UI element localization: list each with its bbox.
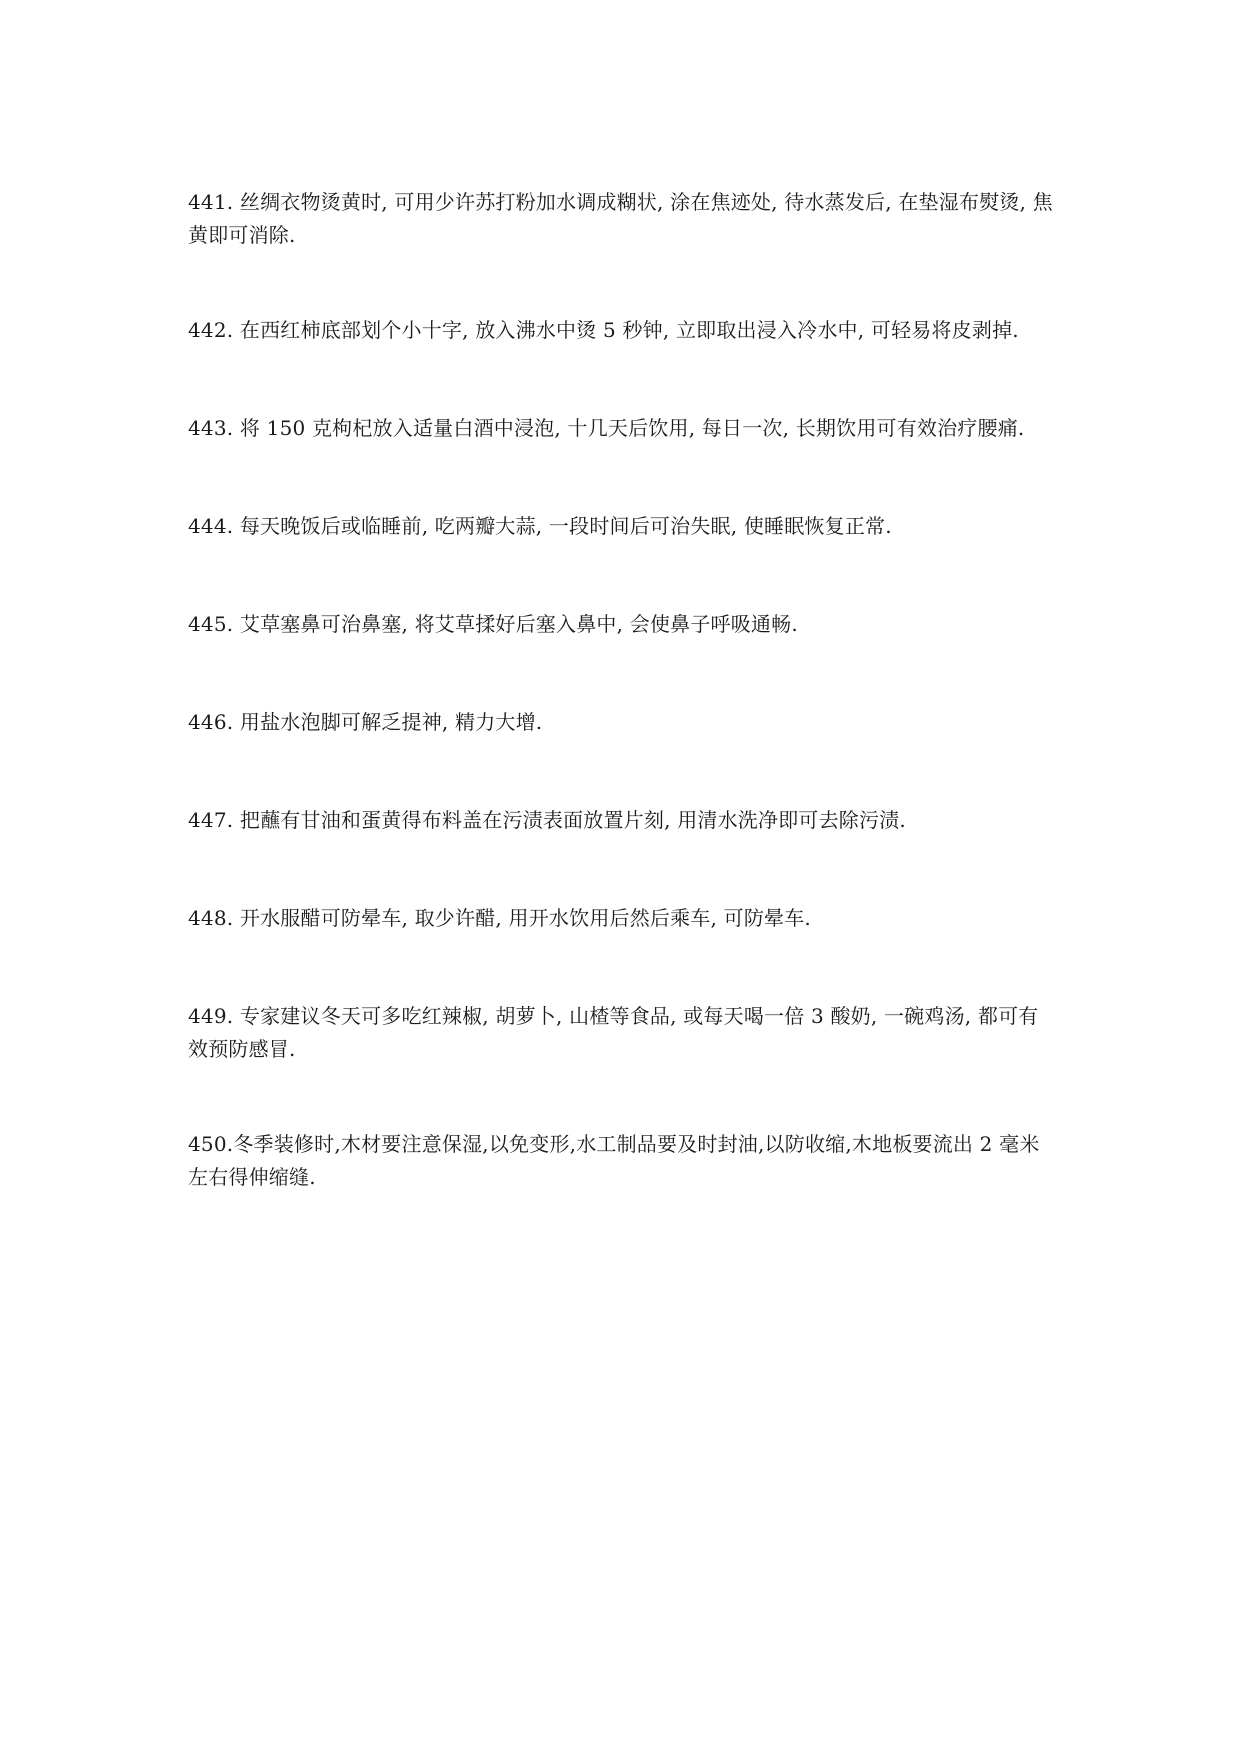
tip-441: 441. 丝绸衣物烫黄时, 可用少许苏打粉加水调成糊状, 涂在焦迹处, 待水蒸发后, 在垫湿布熨烫, 焦黄即可消除. [188, 190, 1053, 247]
tip-447: 447. 把蘸有甘油和蛋黄得布料盖在污渍表面放置片刻, 用清水洗净即可去除污渍. [188, 808, 906, 832]
tip-442: 442. 在西红柿底部划个小十字, 放入沸水中烫 5 秒钟, 立即取出浸入冷水中, 可轻易将皮剥掉. [188, 318, 1019, 342]
tip-450: 450.冬季装修时,木材要注意保湿,以免变形,水工制品要及时封油,以防收缩,木地板要流出 2 毫米左右得伸缩缝. [188, 1132, 1040, 1189]
tip-448: 448. 开水服醋可防晕车, 取少许醋, 用开水饮用后然后乘车, 可防晕车. [188, 906, 811, 930]
tip-445: 445. 艾草塞鼻可治鼻塞, 将艾草揉好后塞入鼻中, 会使鼻子呼吸通畅. [188, 612, 798, 636]
tip-443: 443. 将 150 克枸杞放入适量白酒中浸泡, 十几天后饮用, 每日一次, 长期饮用可有效治疗腰痛. [188, 416, 1025, 440]
tip-446: 446. 用盐水泡脚可解乏提神, 精力大增. [188, 710, 543, 734]
tip-449: 449. 专家建议冬天可多吃红辣椒, 胡萝卜, 山楂等食品, 或每天喝一倍 3 酸奶, 一碗鸡汤, 都可有效预防感冒. [188, 1004, 1039, 1061]
tip-444: 444. 每天晚饭后或临睡前, 吃两瓣大蒜, 一段时间后可治失眠, 使睡眠恢复正常. [188, 514, 892, 538]
